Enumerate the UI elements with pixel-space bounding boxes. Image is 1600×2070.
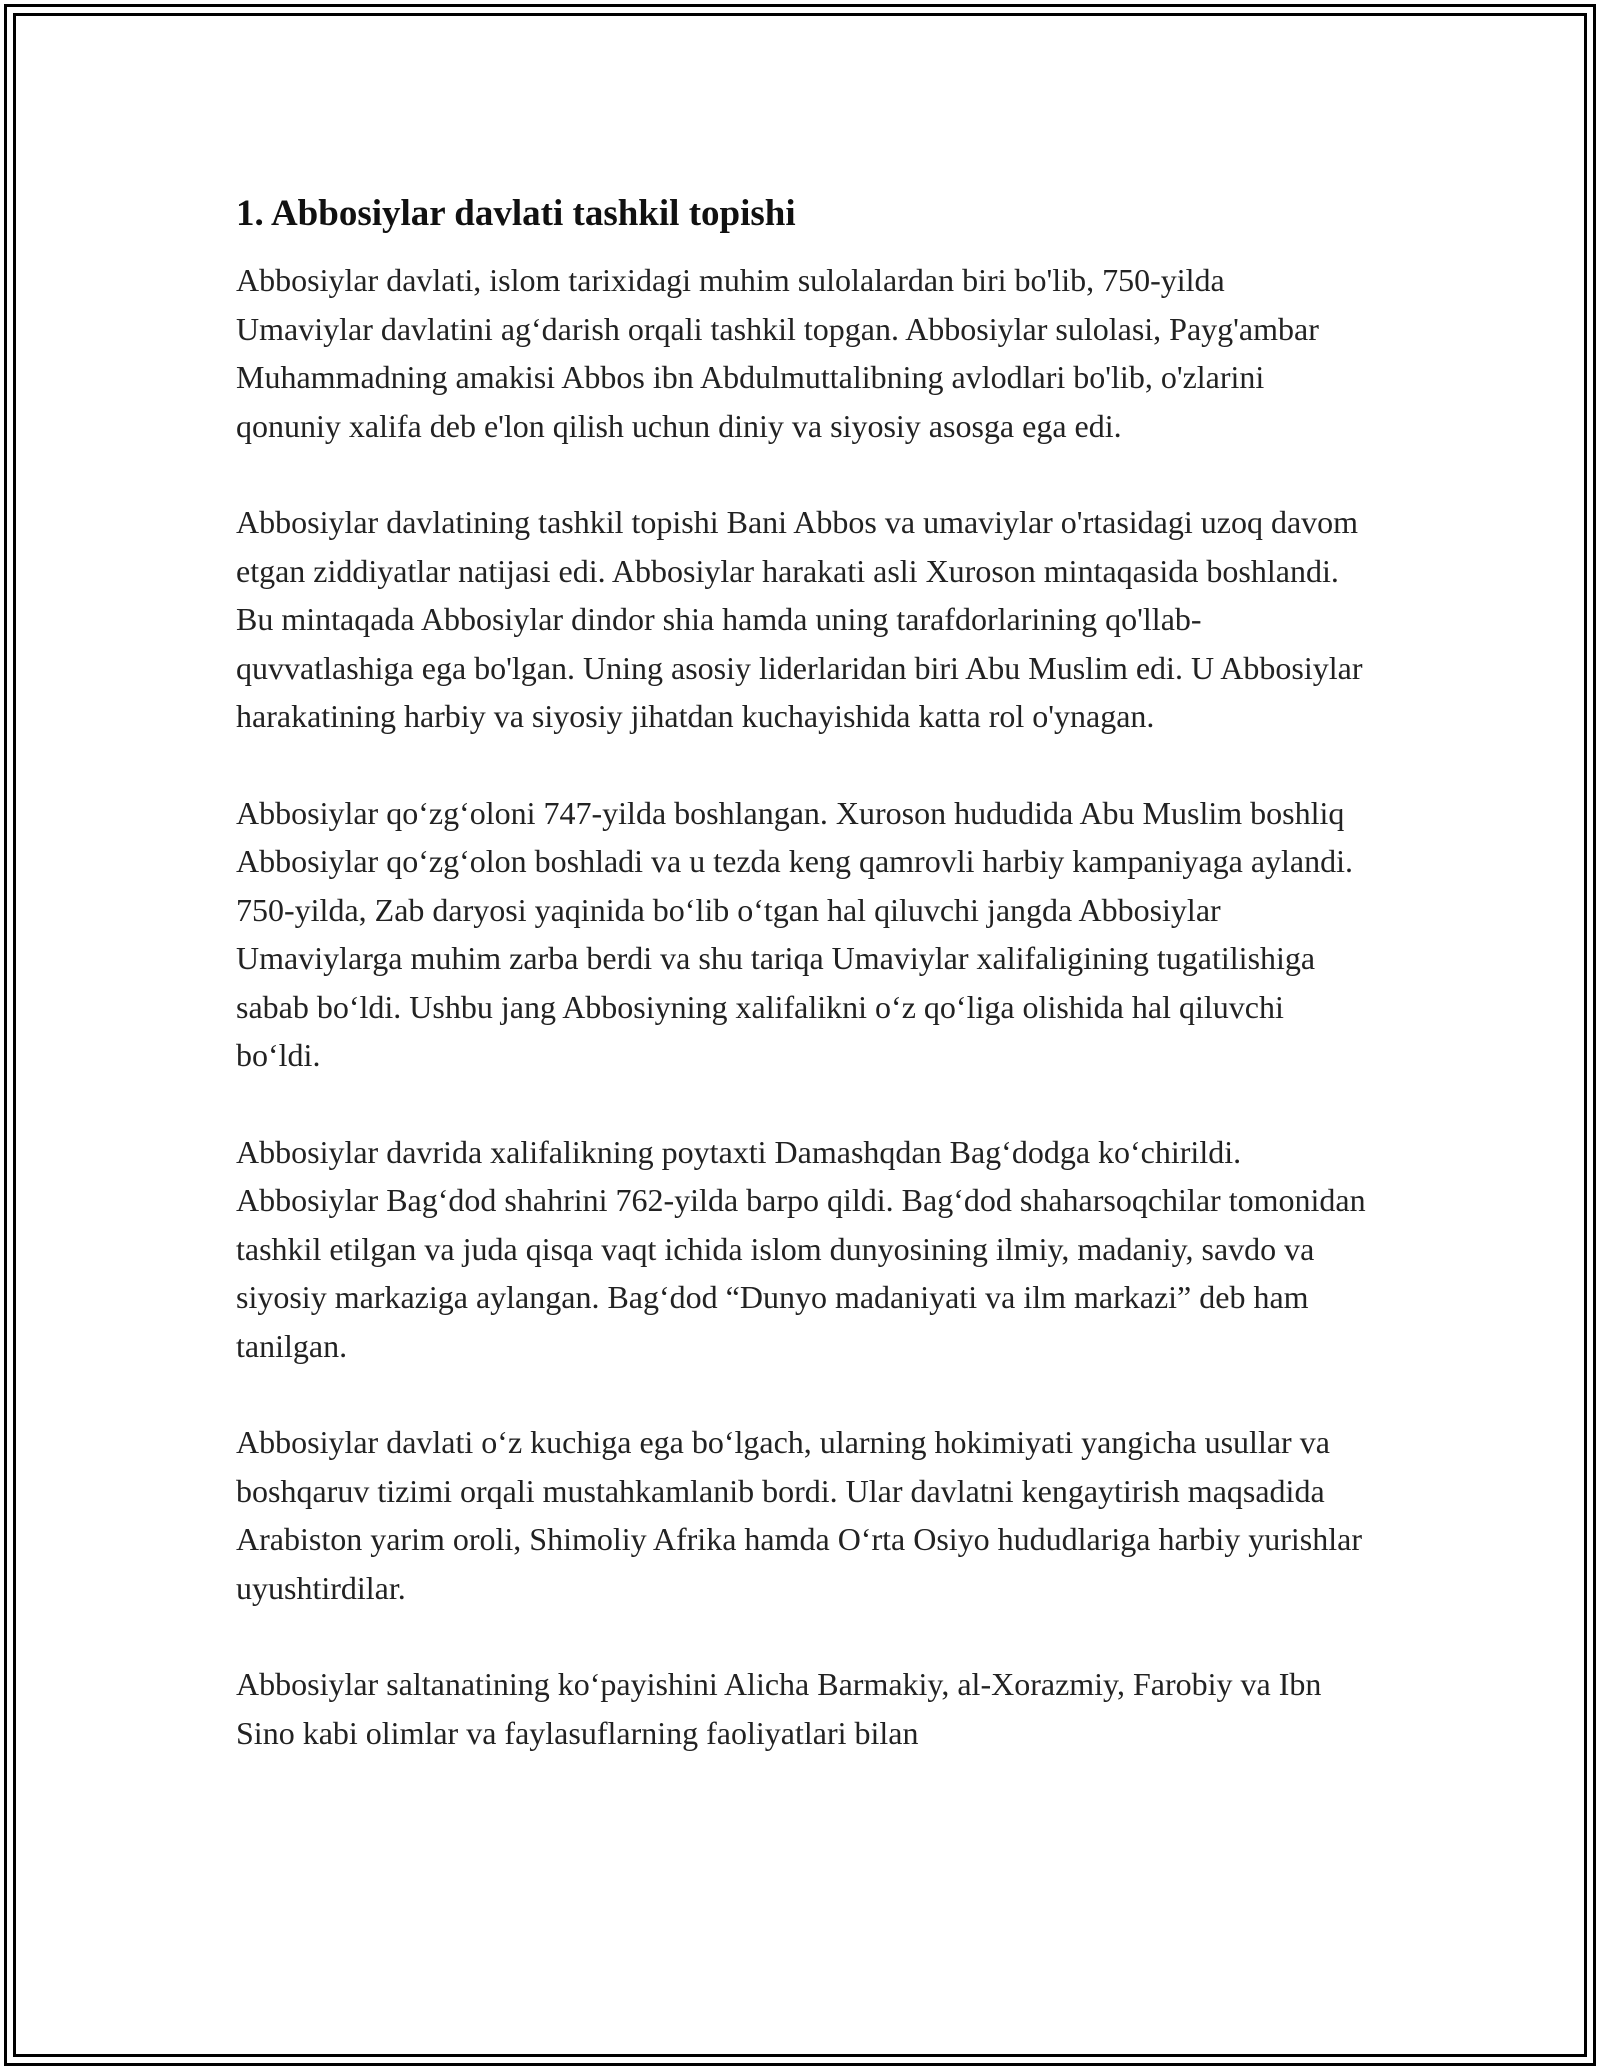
paragraph-1: Abbosiylar davlati, islom tarixidagi muhim sulolalardan biri bo'lib, 750-yilda Umaviylar davlatini ag‘darish orqali tashkil topgan. Abbosiylar sulolasi, Payg'ambar Muhammadning amakisi Abbos ibn Abdulmuttalibning avlodlari bo'lib, o'zlarini qonuniy xalifa deb e'lon qilish uchun diniy va siyosiy asosga ega edi. <box>236 262 1319 444</box>
paragraph-5: Abbosiylar davlati o‘z kuchiga ega bo‘lgach, ularning hokimiyati yangicha usullar va boshqaruv tizimi orqali mustahkamlanib bordi. Ular davlatni kengaytirish maqsadida Arabiston yarim oroli, Shimoliy Afrika hamda O‘rta Osiyo hududlariga harbiy yurishlar uyushtirdilar. <box>236 1424 1362 1606</box>
paragraph-4: Abbosiylar davrida xalifalikning poytaxti Damashqdan Bag‘dodga ko‘chirildi. Abbosiylar Bag‘dod shahrini 762-yilda barpo qildi. Bag‘dod shaharsoqchilar tomonidan tashkil etilgan va juda qisqa vaqt ichida islom dunyosining ilmiy, madaniy, savdo va siyosiy markaziga aylangan. Bag‘dod “Dunyo madaniyati va ilm markazi” deb ham tanilgan. <box>236 1133 1366 1364</box>
paragraph-3: Abbosiylar qo‘zg‘oloni 747-yilda boshlangan. Xuroson hududida Abu Muslim boshliq Abbosiylar qo‘zg‘olon boshladi va u tezda keng qamrovli harbiy kampaniyaga aylandi. 750-yilda, Zab daryosi yaqinida bo‘lib o‘tgan hal qiluvchi jangda Abbosiylar Umaviylarga muhim zarba berdi va shu tariqa Umaviylar xalifaligining tugatilishiga sabab bo‘ldi. Ushbu jang Abbosiyning xalifalikni o‘z qo‘liga olishida hal qiluvchi bo‘ldi. <box>236 794 1354 1073</box>
section-heading: 1. Abbosiylar davlati tashkil topishi <box>236 193 796 234</box>
paragraph-2: Abbosiylar davlatining tashkil topishi Bani Abbos va umaviylar o'rtasidagi uzoq davom etgan ziddiyatlar natijasi edi. Abbosiylar harakati asli Xuroson mintaqasida boshlandi. Bu mintaqada Abbosiylar dindor shia hamda uning tarafdorlarining qo'llab-quvvatlashiga ega bo'lgan. Uning asosiy liderlaridan biri Abu Muslim edi. U Abbosiylar harakatining harbiy va siyosiy jihatdan kuchayishida katta rol o'ynagan. <box>236 504 1363 734</box>
paragraph-6: Abbosiylar saltanatining ko‘payishini Alicha Barmakiy, al-Xorazmiy, Farobiy va Ibn Sino kabi olimlar va faylasuflarning faoliyatlari bilan <box>236 1666 1322 1751</box>
document-body <box>236 188 1366 1757</box>
